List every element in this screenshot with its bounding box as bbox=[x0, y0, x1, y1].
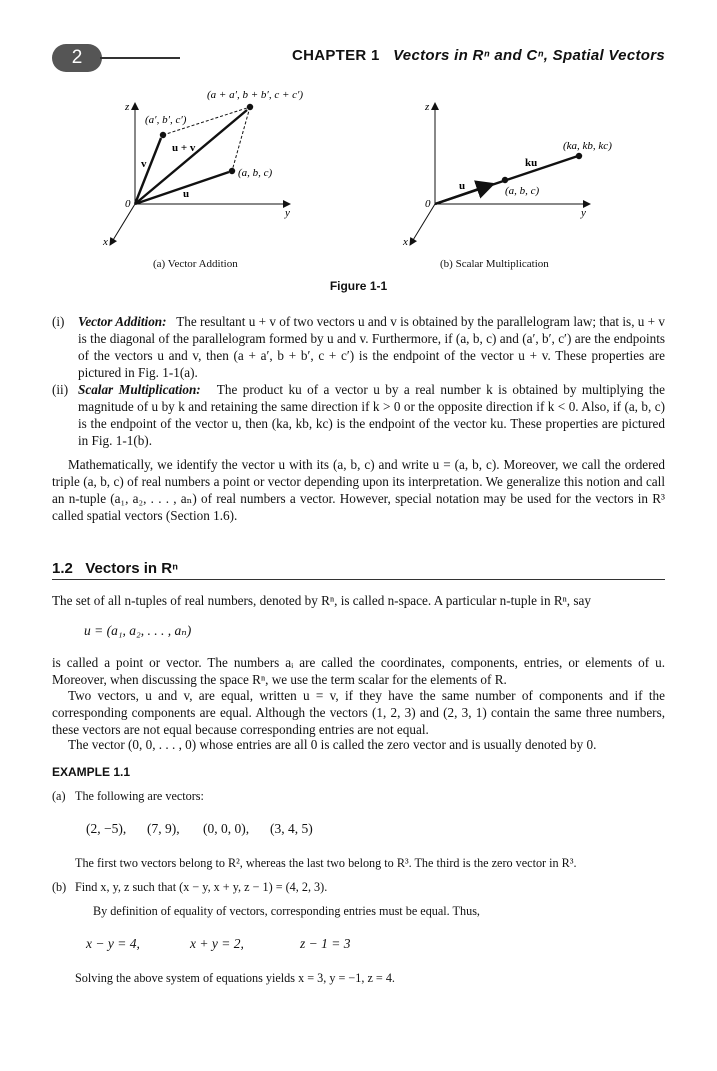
vector-u bbox=[135, 172, 229, 204]
point-ku bbox=[576, 153, 582, 159]
label-origin: 0 bbox=[425, 198, 431, 210]
point-sum bbox=[247, 104, 253, 110]
label-ku: ku bbox=[525, 157, 538, 169]
item-scalar-multiplication bbox=[52, 381, 665, 449]
section-title: Vectors in Rⁿ bbox=[85, 560, 179, 577]
example-title: EXAMPLE 1.1 bbox=[52, 765, 131, 779]
label-k-point: (ka, kb, kc) bbox=[563, 140, 612, 152]
example-b-note: By definition of equality of vectors, corresponding entries must be equal. Thus, bbox=[93, 904, 480, 918]
vector-3: (0, 0, 0), bbox=[203, 821, 250, 836]
chapter-label: CHAPTER 1 bbox=[291, 47, 380, 64]
vector-1: (2, −5), bbox=[86, 821, 127, 836]
equation-3: z − 1 = 3 bbox=[300, 936, 351, 951]
caption-vector-addition: (a) Vector Addition bbox=[153, 258, 238, 270]
label-u-point: (a, b, c) bbox=[238, 167, 273, 179]
paragraph-zero-vector: The vector (0, 0, . . . , 0) whose entries are all 0 is called the zero vector and is usually denoted by 0. bbox=[68, 737, 597, 752]
vector-4: (3, 4, 5) bbox=[270, 821, 313, 836]
item-text: The product ku of a vector u by a real number k is obtained by multiplying the magnitude of u by k and retaining the same direction if k > 0 or the opposite direction if k < 0. Also, if (a, b, c) is the endpoint of the vector u, then (ka, kb, kc) is the endpoint of the vector ku. These properties are pictured in Fig. 1-1(b). bbox=[78, 382, 665, 448]
paragraph-n-space: The set of all n-tuples of real numbers, denoted by Rⁿ, is called n-space. A particular n-tuple in Rⁿ, say bbox=[52, 593, 591, 608]
header-rule bbox=[100, 57, 180, 59]
example-b-label: (b) bbox=[52, 880, 67, 894]
example-a-label: (a) bbox=[52, 789, 66, 803]
label-origin: 0 bbox=[125, 198, 131, 210]
label-u: u bbox=[459, 180, 466, 192]
label-u-plus-v: u + v bbox=[172, 142, 196, 154]
paragraph-point: is called a point or vector. The numbers aᵢ are called the coordinates, components, entries, or elements of u. Moreover, when discussing the space Rⁿ, we use the term scalar for the elements of R. bbox=[52, 655, 665, 687]
label-v-point: (a′, b′, c′) bbox=[145, 114, 187, 126]
running-head bbox=[292, 47, 665, 64]
example-b-text: Find x, y, z such that (x − y, x + y, z − 1) = (4, 2, 3). bbox=[75, 880, 328, 894]
point-v bbox=[160, 132, 166, 138]
item-lead: Scalar Multiplication: bbox=[78, 382, 201, 397]
section-rule bbox=[52, 579, 665, 580]
item-number: (i) bbox=[52, 314, 65, 329]
x-axis bbox=[110, 204, 135, 245]
example-solution: Solving the above system of equations yields x = 3, y = −1, z = 4. bbox=[75, 971, 395, 985]
equation-2: x + y = 2, bbox=[190, 936, 244, 951]
vector-2: (7, 9), bbox=[147, 821, 180, 836]
example-a-text: The following are vectors: bbox=[75, 789, 204, 803]
equation-u: u = (a₁, a₂, . . . , aₙ) bbox=[84, 623, 192, 638]
figure-title: Figure 1-1 bbox=[329, 279, 388, 293]
section-number: 1.2 bbox=[52, 560, 73, 577]
paragraph-mathematically: Mathematically, we identify the vector u with its (a, b, c) and write u = (a, b, c). Moreover, we call the ordered triple (a, b, c) of real numbers a point or vector depending upon its interpretation. We generalize this notion and call an n-tuple (a₁, a₂, . . . , aₙ) of real numbers a vector. However, special notation may be used for the vectors in R³ called spatial vectors (Section 1.6). bbox=[52, 457, 665, 523]
label-u: u bbox=[183, 188, 190, 200]
label-v: v bbox=[141, 158, 147, 170]
point-u bbox=[502, 177, 508, 183]
x-axis bbox=[410, 204, 435, 245]
example-a-note: The first two vectors belong to R², whereas the last two belong to R³. The third is the zero vector in R³. bbox=[75, 856, 577, 870]
label-z: z bbox=[125, 101, 130, 113]
item-number: (ii) bbox=[52, 382, 69, 397]
item-vector-addition bbox=[52, 313, 665, 381]
label-sum-point: (a + a′, b + b′, c + c′) bbox=[207, 89, 304, 101]
label-x: x bbox=[103, 236, 108, 248]
item-lead: Vector Addition: bbox=[78, 314, 167, 329]
figure-vector-addition bbox=[95, 85, 355, 265]
chapter-title: Vectors in Rⁿ and Cⁿ, Spatial Vectors bbox=[393, 47, 665, 64]
label-y: y bbox=[581, 207, 586, 219]
item-text: The resultant u + v of two vectors u and v is obtained by the parallelogram law; that is, u + v is the diagonal of the parallelogram formed by u and v. Furthermore, if (a, b, c) and (a′, b′, c′) are the endpoints of the vectors u and v, then (a + a′, b + b′, c + c′) is the endpoint of the vector u + v. These properties are pictured in Fig. 1-1(a). bbox=[78, 314, 666, 380]
label-z: z bbox=[425, 101, 430, 113]
point-u bbox=[229, 168, 235, 174]
label-y: y bbox=[285, 207, 290, 219]
equation-1: x − y = 4, bbox=[86, 936, 140, 951]
section-heading bbox=[52, 560, 178, 577]
figure-scalar-multiplication bbox=[395, 95, 625, 255]
paragraph-equal: Two vectors, u and v, are equal, written u = v, if they have the same number of components and if the corresponding components are equal. Although the vectors (1, 2, 3) and (2, 3, 1) contain the same three numbers, these vectors are not equal because corresponding entries are not equal. bbox=[52, 688, 665, 737]
page-number: 2 bbox=[52, 44, 102, 72]
label-u-point: (a, b, c) bbox=[505, 185, 540, 197]
caption-scalar-multiplication: (b) Scalar Multiplication bbox=[440, 258, 549, 270]
label-x: x bbox=[403, 236, 408, 248]
